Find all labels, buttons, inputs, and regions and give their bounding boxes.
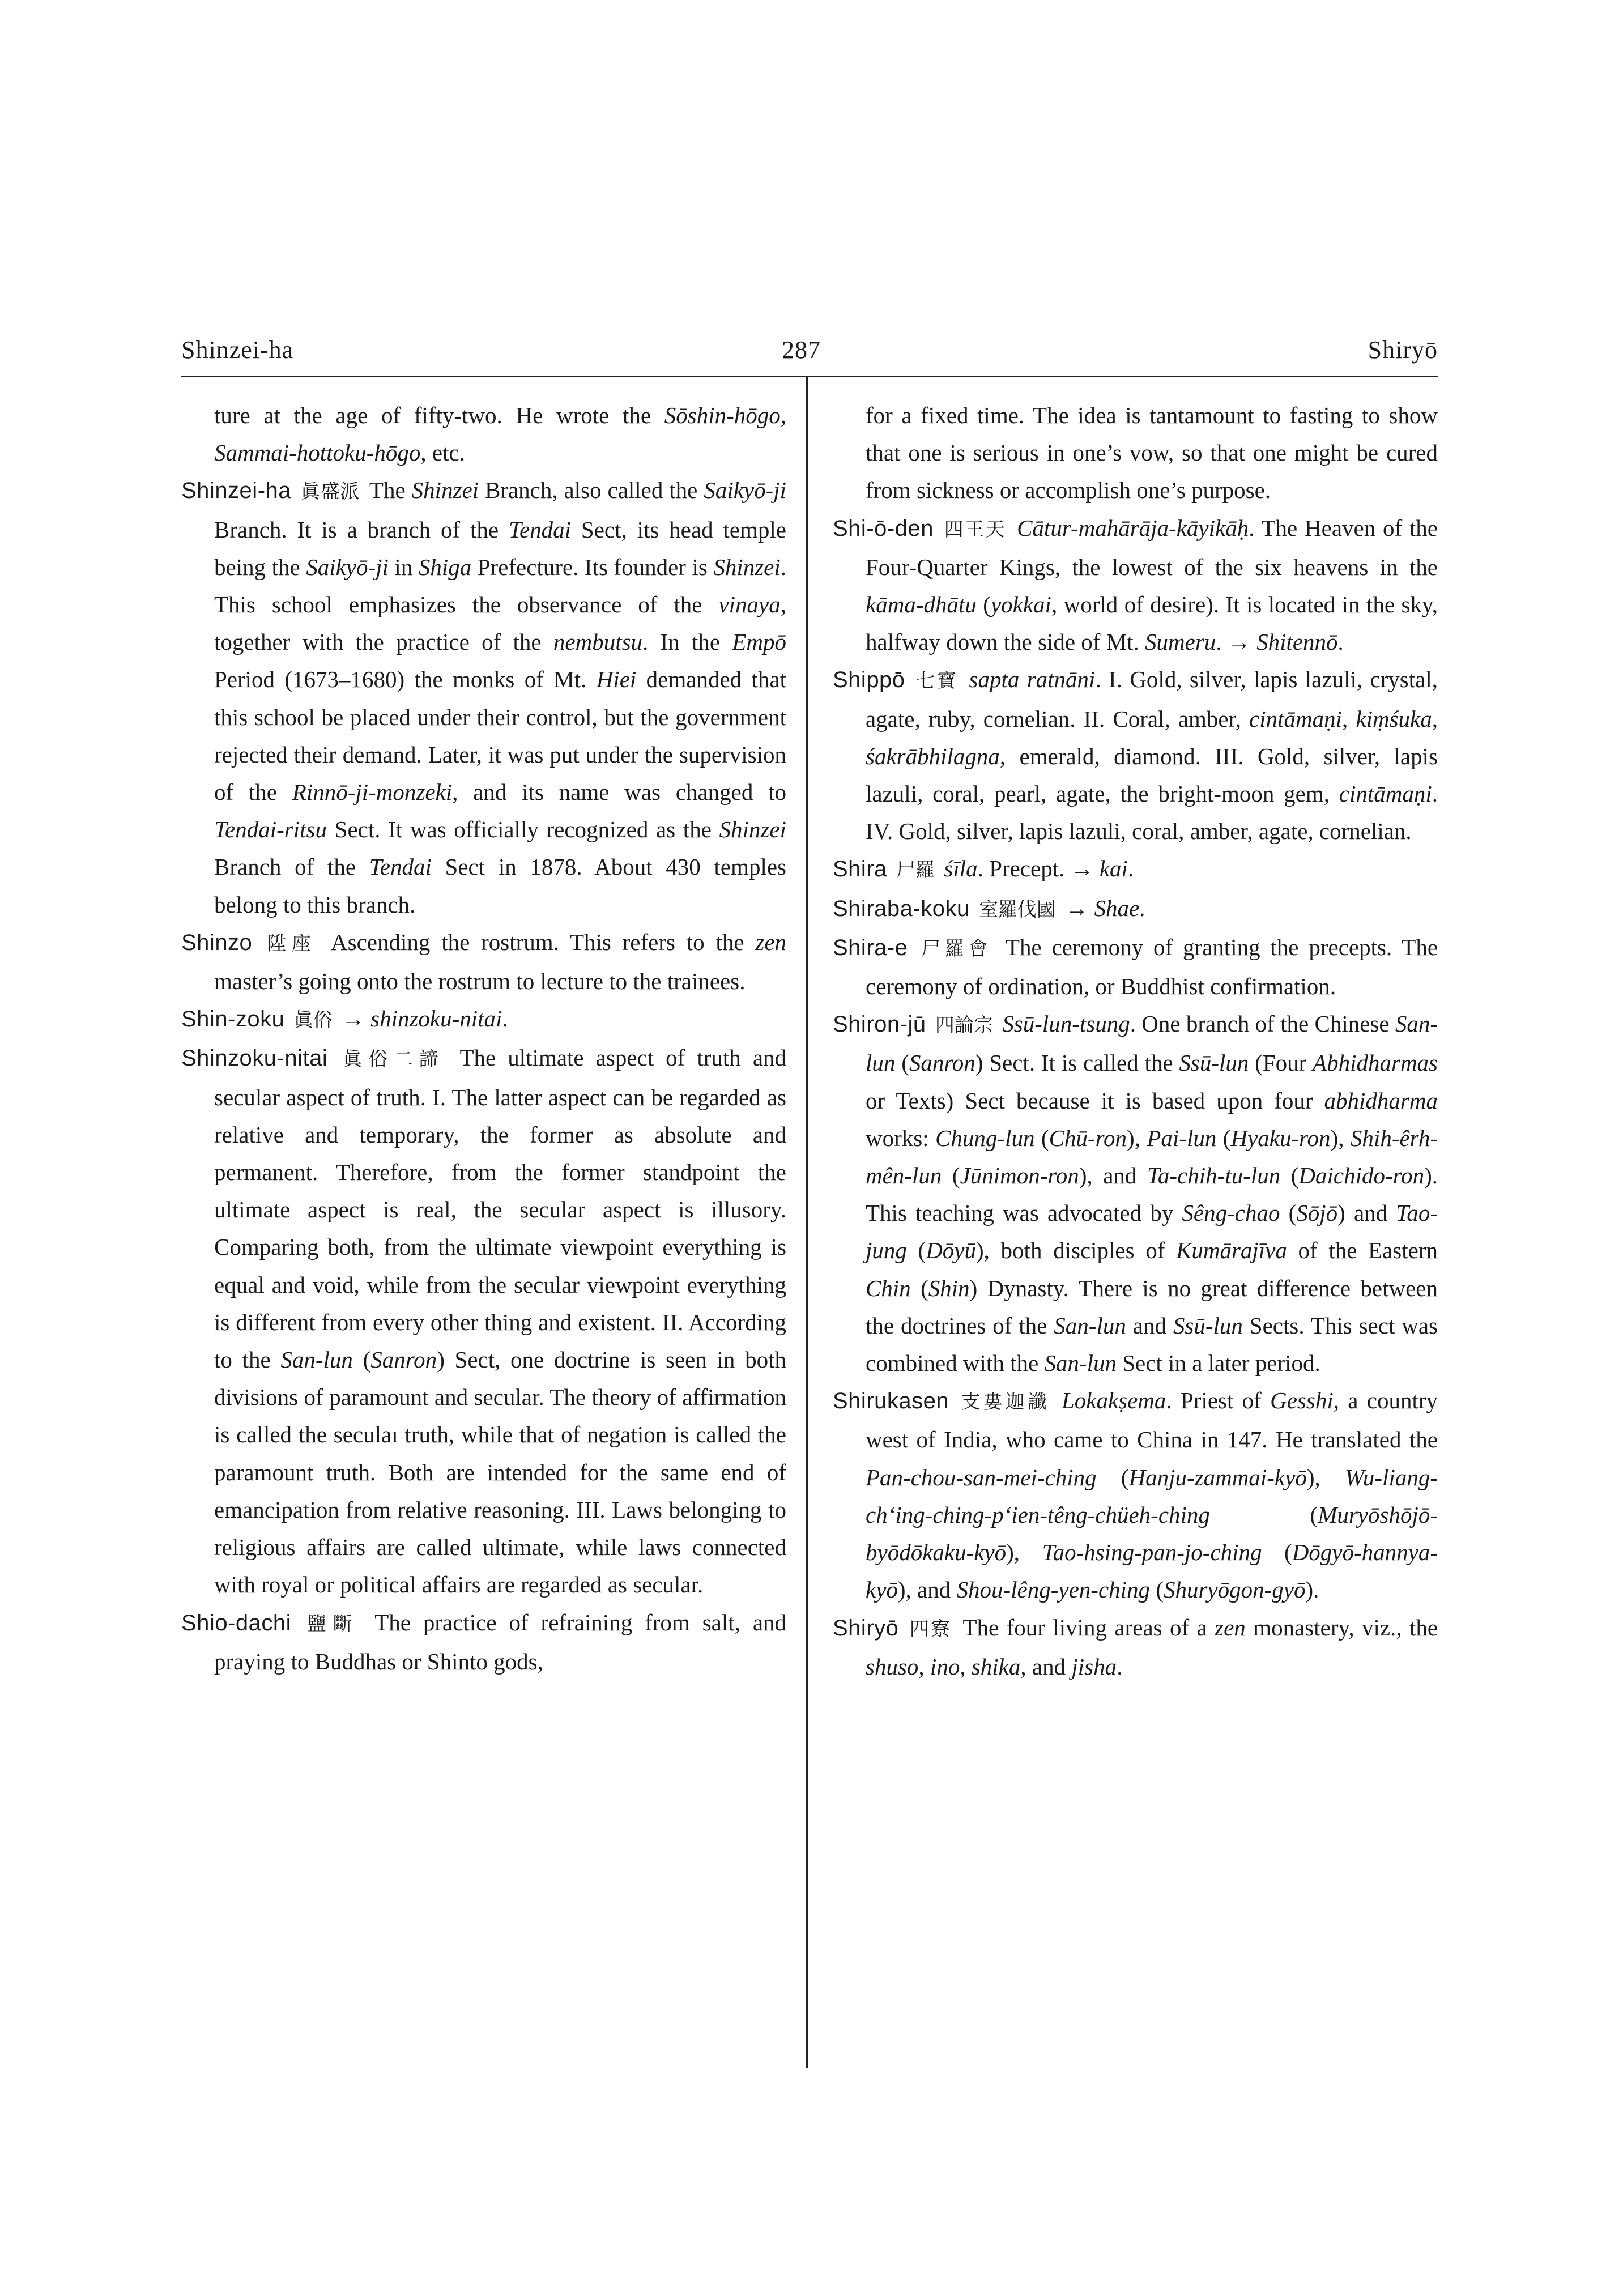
entry-headword: Shinzo — [181, 930, 253, 955]
dictionary-entry — [181, 1039, 786, 1603]
entry-headword: Shiraba-koku — [833, 896, 970, 921]
entry-definition: Ssū-lun-tsung. One branch of the Chinese San-lun (Sanron) Sect. It is called the Ssū-lun (Four Abhidharmas or Texts) Sect because it is based upon four abhidharma works: Chung-lun (Chū-ron), Pai-lun (Hyaku-ron), Shih-êrh-mên-lun (Jūnimon-ron), and Ta-chih-tu-lun (Daichido-ron). This teaching was advocated by Sêng-chao (Sōjō) and Tao-jung (Dōyū), both disciples of Kumārajīva of the Eastern Chin (Shin) Dynasty. There is no great difference between the doctrines of the San-lun and Ssū-lun Sects. This sect was combined with the San-lun Sect in a later period. — [866, 1011, 1438, 1377]
entry-headword: Shiryō — [833, 1615, 899, 1641]
entry-definition: Ascending the rostrum. This refers to the zen master’s going onto the rostrum to lecture to the trainees. — [214, 928, 787, 995]
header-first-entry: Shinzei-ha — [181, 336, 294, 364]
entry-kanji: 鹽斷 — [306, 1612, 359, 1635]
entry-headword: Shirukasen — [833, 1388, 949, 1414]
entry-kanji: 七寶 — [915, 670, 959, 693]
entry-definition: The ultimate aspect of truth and secular aspect of truth. I. The latter aspect can be regarded as relative and temporary, the former as absolute and permanent. Therefore, from the former standpoint the ultimate aspect is real, the secular aspect is illusory. Comparing both, from the ultimate viewpoint everything is equal and void, while from the secular viewpoint everything is different from every other thing and existent. II. According to the San-lun (Sanron) Sect, one doctrine is seen in both divisions of paramount and secular. The theory of affirmation is called the seculaı truth, while that of negation is called the paramount truth. Both are intended for the same end of emancipation from relative reasoning. III. Laws belonging to religious affairs are called ultimate, while laws connected with royal or political affairs are regarded as secular. — [214, 1045, 787, 1598]
entry-kanji: 支婁迦讖 — [961, 1391, 1050, 1414]
entry-headword: Shira — [833, 857, 887, 882]
dictionary-entry — [833, 850, 1438, 889]
dictionary-entry — [833, 928, 1438, 1005]
entry-definition: ture at the age of fifty-two. He wrote the Sōshin-hōgo, Sammai-hottoku-hōgo, etc. — [214, 402, 786, 466]
header-last-entry: Shiryō — [1368, 336, 1438, 364]
entry-headword: Shinzei-ha — [181, 478, 292, 504]
entry-kanji: 陞座 — [267, 932, 317, 955]
dictionary-entry — [833, 1609, 1438, 1685]
entry-kanji: 室羅伐國 — [978, 898, 1056, 921]
entry-definition: → shinzoku-nitai. — [341, 1006, 508, 1032]
entry-kanji: 四論宗 — [935, 1014, 993, 1037]
dictionary-entry — [181, 1604, 786, 1680]
entry-kanji: 四寮 — [909, 1617, 952, 1641]
entry-headword: Shira-e — [833, 935, 908, 960]
entry-headword: Shinzoku-nitai — [181, 1046, 328, 1071]
entry-definition: Lokakṣema. Priest of Gesshi, a country west of India, who came to China in 147. He translated the Pan-chou-san-mei-ching (Hanju-zammai-kyō), Wu-liang-ch‘ing-ching-p‘ien-têng-chüeh-ching (Muryōshōjō-byōdōkaku-kyō), Tao-hsing-pan-jo-ching (Dōgyō-hannya-kyō), and Shou-lêng-yen-ching (Shuryōgon-gyō). — [866, 1387, 1438, 1603]
entry-headword: Shiron-jū — [833, 1012, 926, 1037]
running-header — [181, 333, 1438, 367]
column-divider — [806, 377, 808, 2068]
right-column — [833, 397, 1438, 1685]
dictionary-entry — [181, 923, 786, 1000]
dictionary-entry — [181, 1000, 786, 1039]
entry-kanji: 眞盛派 — [300, 480, 360, 504]
dictionary-entry — [833, 509, 1438, 661]
entry-definition: The ceremony of granting the precepts. The ceremony of ordination, or Buddhist confirmation. — [866, 934, 1438, 1000]
entry-kanji: 四王天 — [944, 518, 1007, 541]
entry-definition: The four living areas of a zen monastery, viz., the shuso, ino, shika, and jisha. — [866, 1614, 1438, 1680]
entry-kanji: 眞俗二諦 — [343, 1048, 445, 1071]
dictionary-entry — [833, 889, 1438, 928]
entry-definition: sapta ratnāni. I. Gold, silver, lapis lazuli, crystal, agate, ruby, cornelian. II. Coral, amber, cintāmaṇi, kiṃśuka, śakrābhilagna, emerald, diamond. III. Gold, silver, lapis lazuli, coral, pearl, agate, the bright-moon gem, cintāmaṇi. IV. Gold, silver, lapis lazuli, coral, amber, agate, cornelian. — [866, 666, 1438, 845]
entry-kanji: 尸羅 — [896, 859, 935, 882]
entry-definition: śīla. Precept. → kai. — [944, 855, 1134, 882]
entry-continuation — [833, 397, 1438, 509]
entry-kanji: 尸羅會 — [921, 937, 992, 960]
entry-headword: Shio-dachi — [181, 1610, 292, 1635]
page-number: 287 — [782, 336, 821, 364]
dictionary-entry — [833, 661, 1438, 850]
entry-headword: Shippō — [833, 667, 905, 693]
entry-headword: Shin-zoku — [181, 1007, 285, 1032]
dictionary-entry — [181, 471, 786, 923]
dictionary-entry — [833, 1382, 1438, 1608]
header-rule — [181, 376, 1438, 377]
left-column — [181, 397, 786, 1680]
entry-definition: Cātur-mahārāja-kāyikāḥ. The Heaven of the Four-Quarter Kings, the lowest of the six heavens in the kāma-dhātu (yokkai, world of desire). It is located in the sky, halfway down the side of Mt. Sumeru. → Shitennō. — [866, 514, 1438, 655]
dictionary-entry — [833, 1005, 1438, 1382]
entry-definition: → Shae. — [1065, 894, 1145, 921]
entry-headword: Shi-ō-den — [833, 516, 934, 541]
entry-definition: The Shinzei Branch, also called the Saikyō-ji Branch. It is a branch of the Tendai Sect, its head temple being the Saikyō-ji in Shiga Prefecture. Its founder is Shinzei. This school emphasizes the observance of the vinaya, together with the practice of the nembutsu. In the Empō Period (1673–1680) the monks of Mt. Hiei demanded that this school be placed under their control, but the government rejected their demand. Later, it was put under the supervision of the Rinnō-ji-monzeki, and its name was changed to Tendai-ritsu Sect. It was officially recognized as the Shinzei Branch of the Tendai Sect in 1878. About 430 temples belong to this branch. — [214, 477, 787, 918]
entry-continuation — [181, 397, 786, 471]
entry-definition: for a fixed time. The idea is tantamount to fasting to show that one is serious in one’s vow, so that one might be cured from sickness or accomplish one’s purpose. — [866, 402, 1438, 504]
entry-kanji: 眞俗 — [293, 1009, 333, 1032]
entry-definition: The practice of refraining from salt, and praying to Buddhas or Shinto gods, — [214, 1609, 787, 1675]
